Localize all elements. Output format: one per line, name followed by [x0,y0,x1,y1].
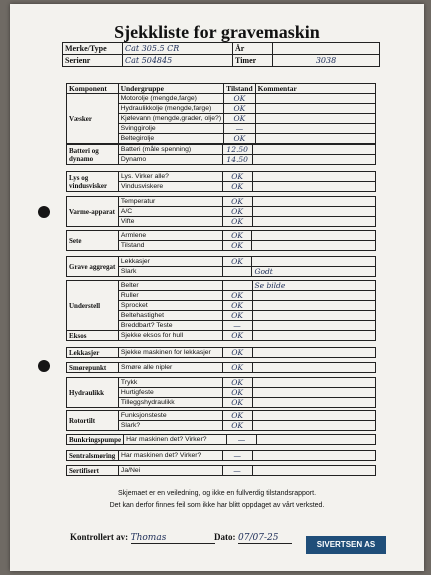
table-row [67,145,376,155]
comment-value[interactable] [252,311,376,321]
condition-value[interactable]: OK [222,291,252,301]
comment-value[interactable] [252,197,375,207]
section-table [66,465,376,476]
section-table [66,83,376,144]
subgroup-item: Hurtigfeste [118,388,222,398]
section-table [66,377,376,408]
comment-value[interactable] [256,435,375,445]
comment-value[interactable] [252,241,376,251]
checklist-sheet [10,4,424,571]
punch-hole [38,360,50,372]
condition-value[interactable]: OK [222,388,252,398]
condition-value[interactable]: OK [222,348,252,358]
section-table [66,144,376,165]
subgroup-item: Temperatur [118,197,222,207]
condition-value[interactable]: OK [222,301,252,311]
table-row [67,172,376,182]
section-table [66,280,376,331]
comment-value[interactable] [252,291,376,301]
subgroup-item: Hydraulikkolje (mengde,farge) [118,104,224,114]
section-table [66,362,376,373]
comment-value[interactable] [255,94,375,104]
condition-value[interactable]: OK [224,104,256,114]
condition-value[interactable]: OK [222,378,252,388]
comment-value[interactable] [252,378,375,388]
subgroup-item: Kjølevann (mengde,grader, olje?) [118,114,224,124]
table-row [67,331,376,341]
subgroup-item: Sjekke maskinen for lekkasjer [118,348,222,358]
serienr-value[interactable]: Cat 504845 [123,55,233,67]
ar-label: År [233,43,273,55]
condition-value[interactable]: OK [224,114,256,124]
subgroup-item: Har maskinen det? Virker? [118,451,222,461]
timer-label: Timer [233,55,273,67]
serienr-label: Serienr [63,55,123,67]
component-name: Eksos [67,331,119,341]
comment-value[interactable] [252,207,375,217]
section-table [66,171,376,192]
column-header: Komponent [67,84,119,94]
comment-value[interactable] [252,466,376,476]
condition-value[interactable]: OK [224,134,256,144]
subgroup-item: Vindusviskere [118,182,222,192]
dato-label: Dato: [214,532,236,542]
subgroup-item: Svinggirolje [118,124,224,134]
condition-value[interactable]: — [222,451,252,461]
subgroup-item: Smøre alle nipler [118,363,222,373]
comment-value[interactable] [252,451,375,461]
condition-value[interactable]: 14.50 [222,155,252,165]
column-header: Tilstand [224,84,256,94]
disclaimer-line-2: Det kan derfor finnes feil som ikke har blitt oppdaget av vårt verksted. [109,502,325,509]
component-name: Smørepunkt [67,363,119,373]
column-header: Kommentar [255,84,375,94]
section-table [66,230,376,251]
component-name: Sentralsmøring [67,451,119,461]
subgroup-item: Breddbart? Teste [118,321,222,331]
component-name: Sete [67,231,119,251]
comment-value[interactable] [252,388,375,398]
timer-value[interactable]: 3038 [273,55,380,67]
comment-value[interactable] [255,124,375,134]
condition-value[interactable] [222,267,252,277]
condition-value[interactable]: — [224,124,256,134]
condition-value[interactable]: OK [222,257,252,267]
table-row [67,411,376,421]
table-row [67,94,376,104]
component-name: Lys og vindusvisker [67,172,119,192]
subgroup-item: Tilstand [118,241,222,251]
section-table [66,196,376,227]
column-header: Undergruppe [118,84,224,94]
condition-value[interactable] [222,281,252,291]
section-table [66,410,376,431]
comment-value[interactable]: Godt [252,267,376,277]
comment-value[interactable] [252,421,375,431]
machine-info-table [62,42,380,67]
condition-value[interactable]: 12.50 [222,145,252,155]
table-row [67,451,376,461]
punch-hole [38,206,50,218]
condition-value[interactable]: OK [222,331,252,341]
comment-value[interactable] [252,257,376,267]
kontrollert-signature[interactable]: Thomas [131,533,215,544]
section-table [66,434,376,445]
comment-value[interactable] [252,331,375,341]
condition-value[interactable]: OK [222,311,252,321]
section-table [66,256,376,277]
subgroup-item: A/C [118,207,222,217]
comment-value[interactable] [255,104,375,114]
component-name: Batteri og dynamo [67,145,119,165]
subgroup-item: Vifte [118,217,222,227]
comment-value[interactable] [252,172,375,182]
condition-value[interactable]: OK [222,172,252,182]
subgroup-item: Dynamo [118,155,222,165]
subgroup-item: Sprocket [118,301,222,311]
comment-value[interactable] [255,134,375,144]
subgroup-item: Funksjonsteste [118,411,222,421]
component-name: Grave aggregat [67,257,119,277]
comment-value[interactable] [252,411,375,421]
brand-badge: SIVERTSEN AS [306,536,386,554]
disclaimer-line-1: Skjemaet er en veiledning, og ikke en fullverdig tilstandsrapport. [117,490,317,497]
table-row [67,281,376,291]
section-table [66,330,376,341]
subgroup-item: Slark [118,267,222,277]
component-name: Hydraulikk [67,378,119,408]
table-row [67,435,376,445]
subgroup-item: Lekkasjer [118,257,222,267]
condition-value[interactable]: OK [222,241,252,251]
subgroup-item: Tilleggshydraulikk [118,398,222,408]
condition-value[interactable]: — [222,466,252,476]
section-table [66,450,376,461]
comment-value[interactable] [252,155,375,165]
condition-value[interactable]: OK [222,363,252,373]
kontrollert-label: Kontrollert av: [70,532,129,542]
condition-value[interactable]: OK [222,207,252,217]
subgroup-item: Beltegirolje [118,134,224,144]
condition-value[interactable]: OK [222,398,252,408]
comment-value[interactable] [252,231,376,241]
table-row [67,231,376,241]
component-name: Rotortilt [67,411,119,431]
condition-value[interactable]: OK [222,217,252,227]
condition-value[interactable]: OK [222,182,252,192]
condition-value[interactable]: OK [222,421,252,431]
comment-value[interactable] [252,217,375,227]
table-row [67,348,376,358]
header-row [67,84,376,94]
table-row [67,363,376,373]
comment-value[interactable] [252,363,375,373]
table-row [67,378,376,388]
subgroup-item: Belter [118,281,222,291]
table-row [67,197,376,207]
subgroup-item: Ja/Nei [118,466,222,476]
comment-value[interactable] [252,182,375,192]
condition-value[interactable]: — [222,321,252,331]
page-title: Sjekkliste for gravemaskin [114,22,320,42]
date-field [214,532,292,544]
component-name: Understell [67,281,119,331]
ar-value[interactable] [273,43,380,55]
comment-value[interactable] [252,145,375,155]
subgroup-item: Motorolje (mengde,farge) [118,94,224,104]
comment-value[interactable] [252,301,376,311]
condition-value[interactable]: OK [222,231,252,241]
condition-value[interactable]: OK [222,197,252,207]
subgroup-item: Ruller [118,291,222,301]
condition-value[interactable]: — [227,435,256,445]
subgroup-item: Trykk [118,378,222,388]
component-name: Væsker [67,94,119,144]
component-name: Bunkringspumpe [67,435,124,445]
merke-value[interactable]: Cat 305.5 CR [123,43,233,55]
subgroup-item: Sjekke eksos for hull [118,331,222,341]
section-table [66,347,376,358]
subgroup-item: Lys. Virker alle? [118,172,222,182]
table-row [67,257,376,267]
merke-label: Merke/Type [63,43,123,55]
subgroup-item: Armlene [118,231,222,241]
table-row [67,466,376,476]
condition-value[interactable]: OK [222,411,252,421]
subgroup-item: Batteri (måle spenning) [118,145,222,155]
condition-value[interactable]: OK [224,94,256,104]
component-name: Varme-apparat [67,197,119,227]
comment-value[interactable] [252,398,375,408]
comment-value[interactable] [255,114,375,124]
subgroup-item: Slark? [118,421,222,431]
comment-value[interactable]: Se bilde [252,281,376,291]
comment-value[interactable] [252,321,376,331]
subgroup-item: Beltehastighet [118,311,222,321]
component-name: Lekkasjer [67,348,119,358]
dato-value[interactable]: 07/07-25 [238,533,292,544]
inspector-field [70,532,215,544]
component-name: Sertifisert [67,466,119,476]
disclaimer [10,488,424,512]
subgroup-item: Har maskinen det? Virker? [124,435,227,445]
comment-value[interactable] [252,348,375,358]
